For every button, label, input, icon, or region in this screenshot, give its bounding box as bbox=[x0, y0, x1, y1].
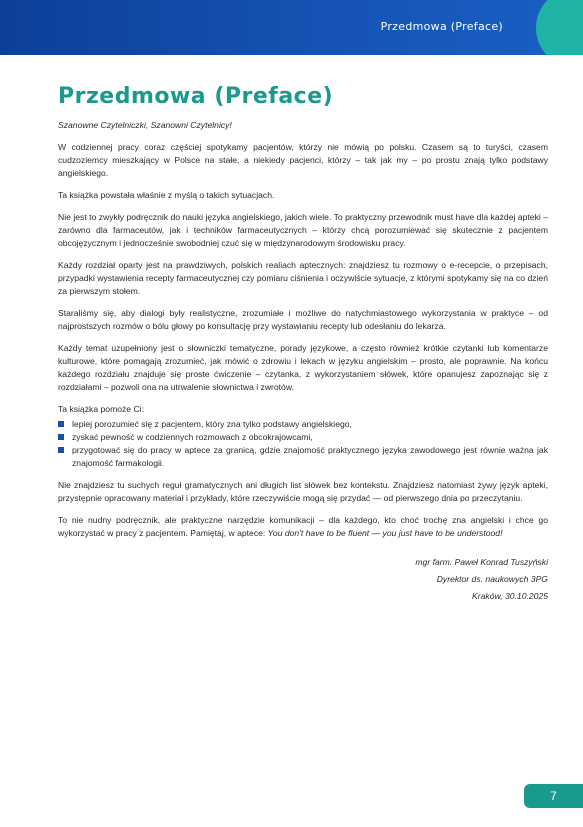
bullet-square-icon bbox=[58, 434, 64, 440]
header-band bbox=[0, 0, 583, 55]
header-decor-circle bbox=[536, 0, 583, 55]
benefits-list bbox=[58, 418, 548, 470]
page-number: 7 bbox=[524, 784, 583, 808]
bullet-square-icon bbox=[58, 447, 64, 453]
closing-paragraph: Nie znajdziesz tu suchych reguł gramatycznych ani długich list słówek bez kontekstu. Znajdziesz natomiast żywy język apteki, przystępnie opracowany materiał i przykłady, które rzeczywiście mogą się przydać — od pierwszego dnia po przeczytaniu. bbox=[58, 480, 548, 503]
signature-block bbox=[58, 554, 548, 605]
signature-name: mgr farm. Paweł Konrad Tuszyński bbox=[415, 557, 548, 567]
list-item bbox=[58, 444, 548, 470]
paragraph-6: Każdy temat uzupełniony jest o słowniczki tematyczne, porady językowe, a często również krótkie czytanki lub komentarze kulturowe, które pomagają zrozumieć, jak mówić o zdrowiu i lekach w języku angielskim – prosto, ale poprawnie. Na końcu każdego rozdziału znajduje się proste ćwiczenie – czytanka, z wykorzystaniem słówek, które opanujesz zapoznając się z rozdziałami – pozwoli ona na utrwalenie słownictwa i zwrotów. bbox=[58, 343, 548, 392]
final-paragraph-text: To nie nudny podręcznik, ale praktyczne narzędzie komunikacji – dla każdego, kto choć trochę zna angielski i chce go wykorzystać w pracy z pacjentem. Pamiętaj, w aptece: bbox=[58, 515, 548, 538]
list-item bbox=[58, 418, 548, 431]
greeting: Szanowne Czytelniczki, Szanowni Czytelnicy! bbox=[58, 120, 232, 130]
paragraph-2: Ta książka powstała właśnie z myślą o takich sytuacjach. bbox=[58, 190, 275, 200]
signature-role: Dyrektor ds. naukowych 3PG bbox=[436, 574, 548, 584]
paragraph-4: Każdy rozdział oparty jest na prawdziwych, polskich realiach aptecznych: znajdziesz tu rozmowy o e-recepcie, o przepisach, przypadki wystawienia recepty farmaceutycznej czy pomiaru ciśnienia i oczywiście sytuacje, z którymi spotykamy się na co dzień za pierwszym stołem. bbox=[58, 260, 548, 296]
list-item-text: lepiej porozumieć się z pacjentem, który zna tylko podstawy angielskiego, bbox=[72, 419, 352, 429]
list-intro: Ta książka pomoże Ci: bbox=[58, 404, 144, 414]
list-item-text: zyskać pewność w codziennych rozmowach z obcokrajowcami, bbox=[72, 432, 313, 442]
page-title: Przedmowa (Preface) bbox=[58, 84, 334, 109]
list-item bbox=[58, 431, 548, 444]
paragraph-5: Staraliśmy się, aby dialogi były realistyczne, zrozumiałe i możliwe do natychmiastowego wykorzystania w praktyce – od najprostszych rozmów o bólu głowy po konsultację przy wystawianiu recepty lub odesłaniu do lekarza. bbox=[58, 308, 548, 331]
paragraph-3: Nie jest to zwykły podręcznik do nauki języka angielskiego, jakich wiele. To praktyczny przewodnik must have dla każdej apteki – zarówno dla farmaceutów, jak i techników farmaceutycznych – którzy chcą porozumiewać się skutecznie z pacjentem obcojęzycznym i jednocześnie swobodniej czuć się w międzynarodowym środowisku pracy. bbox=[58, 212, 548, 248]
signature-place-date: Kraków, 30.10.2025 bbox=[472, 591, 548, 601]
list-item-text: przygotować się do pracy w aptece za granicą, gdzie znajomość praktycznego języka zawodowego jest równie ważna jak znajomość farmakologii. bbox=[72, 445, 548, 468]
bullet-square-icon bbox=[58, 421, 64, 427]
final-quote: You don't have to be fluent — you just have to be understood! bbox=[267, 528, 503, 538]
paragraph-1: W codziennej pracy coraz częściej spotykamy pacjentów, którzy nie mówią po polsku. Czasem są to turyści, czasem cudzoziemcy mieszkający w Polsce na stałe, a niekiedy pacjenci, którzy – tak jak my – po prostu znają tylko podstawy angielskiego. bbox=[58, 142, 548, 178]
running-header-title: Przedmowa (Preface) bbox=[380, 20, 503, 33]
preface-body bbox=[58, 119, 548, 605]
final-paragraph bbox=[58, 514, 548, 540]
